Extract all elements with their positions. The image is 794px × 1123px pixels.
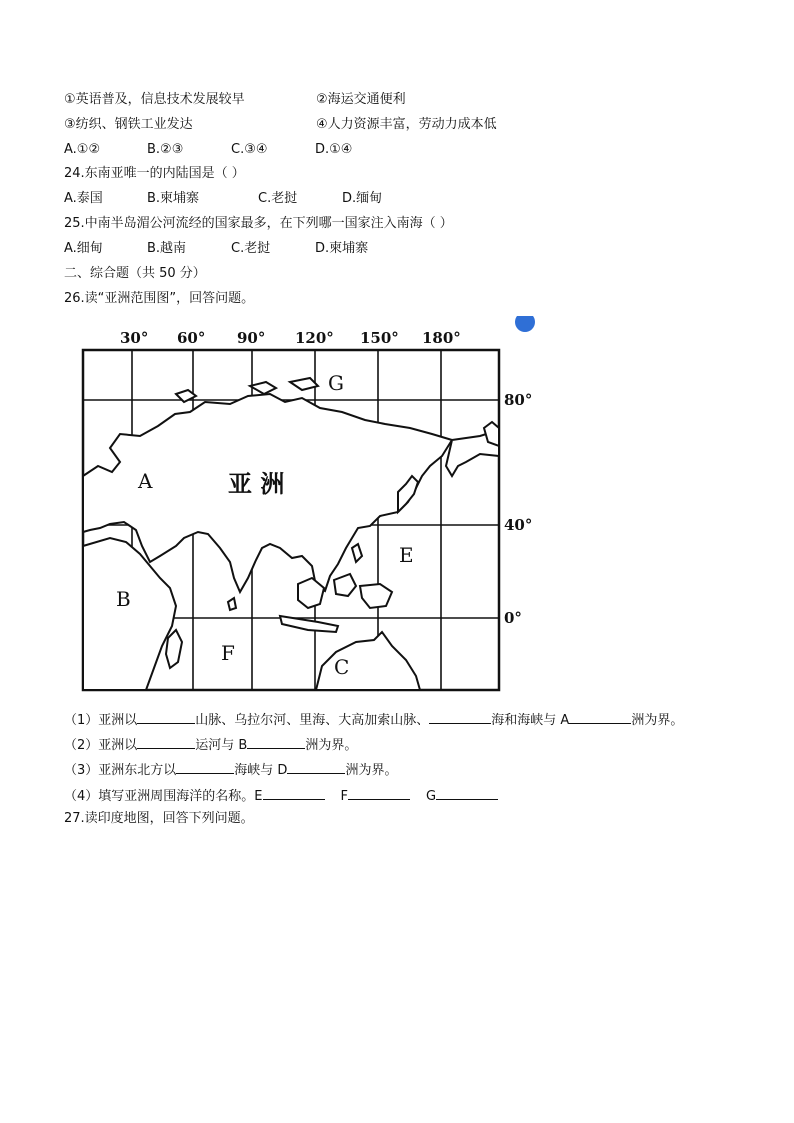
- section-heading: 二、综合题（共 50 分）: [64, 266, 206, 281]
- region-label-g: G: [328, 371, 344, 395]
- lon-label-60: 60°: [177, 329, 206, 347]
- region-label-f: F: [221, 641, 235, 665]
- q25-option-b: B.越南: [147, 241, 187, 256]
- answer-blank[interactable]: [569, 710, 631, 724]
- asia-range-map: [80, 316, 540, 694]
- statement-4: ④人力资源丰富，劳动力成本低: [316, 117, 497, 132]
- answer-blank[interactable]: [137, 710, 195, 724]
- answer-blank[interactable]: [176, 760, 234, 774]
- q26-part2: （2）亚洲以 运河与 B 洲为界。: [64, 735, 357, 755]
- statement-3: ③纺织、钢铁工业发达: [64, 117, 193, 132]
- answer-blank[interactable]: [429, 710, 491, 724]
- q24-option-d: D.缅甸: [342, 191, 383, 206]
- lon-label-180: 180°: [422, 329, 461, 347]
- q23-option-d: D.①④: [315, 142, 353, 157]
- map-longitude-labels: [120, 329, 461, 347]
- q24-option-c: C.老挝: [258, 191, 298, 206]
- q25-option-a: A.细甸: [64, 241, 103, 256]
- q26-part3: （3）亚洲东北方以 海峡与 D 洲为界。: [64, 760, 397, 780]
- q25-option-d: D.柬埔寨: [315, 241, 369, 256]
- q26-part1: （1）亚洲以 山脉、乌拉尔河、里海、大高加索山脉、 海和海峡与 A 洲为界。: [64, 710, 683, 730]
- q24-question: 24.东南亚唯一的内陆国是（ ）: [64, 166, 245, 181]
- map-land: [83, 378, 499, 690]
- lon-label-150: 150°: [360, 329, 399, 347]
- region-label-b: B: [116, 587, 131, 611]
- answer-blank[interactable]: [247, 735, 305, 749]
- region-label-e: E: [399, 543, 414, 567]
- q25-question: 25.中南半岛湄公河流经的国家最多，在下列哪一国家注入南海（ ）: [64, 216, 453, 231]
- q26-question: 26.读“亚洲范围图”，回答问题。: [64, 291, 255, 306]
- statement-1: ①英语普及，信息技术发展较早: [64, 92, 245, 107]
- map-latitude-labels: [504, 391, 532, 627]
- region-label-c: C: [334, 655, 350, 679]
- q24-option-a: A.泰国: [64, 191, 103, 206]
- lat-label-0: 0°: [504, 609, 522, 627]
- q27-question: 27.读印度地图，回答下列问题。: [64, 811, 254, 826]
- q26-part4: （4）填写亚洲周围海洋的名称。E F G: [64, 786, 498, 806]
- lon-label-30: 30°: [120, 329, 149, 347]
- q23-option-c: C.③④: [231, 142, 268, 157]
- region-label-a: A: [138, 469, 153, 493]
- q24-option-b: B.柬埔寨: [147, 191, 200, 206]
- lat-label-80: 80°: [504, 391, 533, 409]
- region-label-asia: 亚 洲: [228, 469, 285, 498]
- lon-label-90: 90°: [237, 329, 266, 347]
- lat-label-40: 40°: [504, 516, 533, 534]
- lon-label-120: 120°: [295, 329, 334, 347]
- q23-option-b: B.②③: [147, 142, 184, 157]
- answer-blank[interactable]: [348, 786, 410, 800]
- q23-option-a: A.①②: [64, 142, 101, 157]
- answer-blank[interactable]: [137, 735, 195, 749]
- answer-blank[interactable]: [263, 786, 325, 800]
- answer-blank[interactable]: [287, 760, 345, 774]
- marker-icon: [515, 316, 535, 332]
- statement-2: ②海运交通便利: [316, 92, 406, 107]
- answer-blank[interactable]: [436, 786, 498, 800]
- q25-option-c: C.老挝: [231, 241, 271, 256]
